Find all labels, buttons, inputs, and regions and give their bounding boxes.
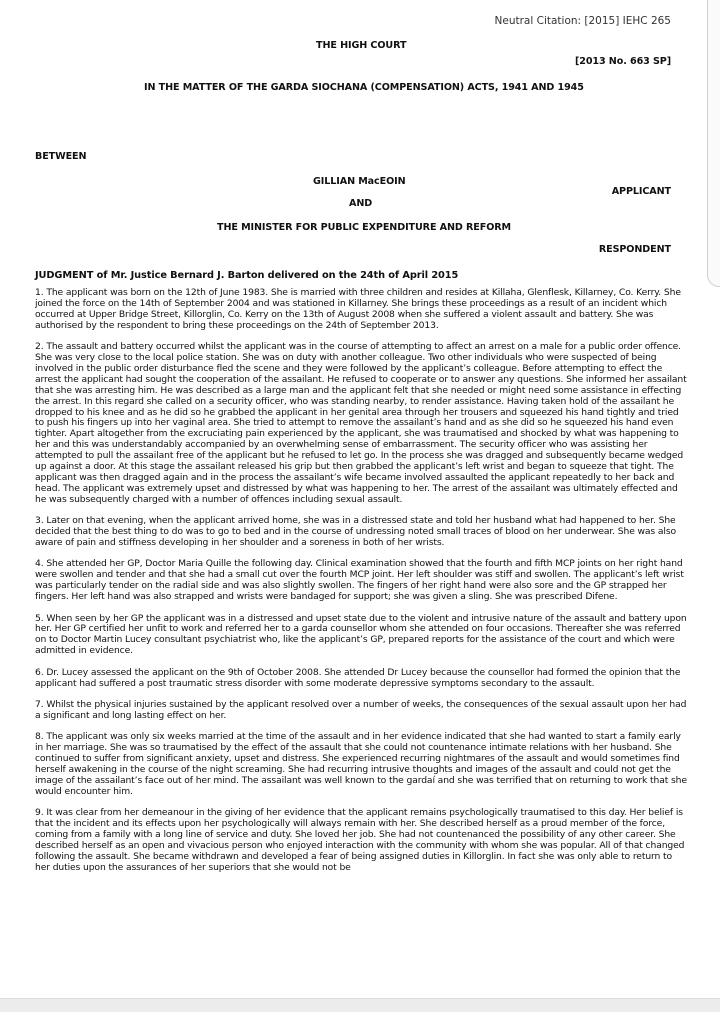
applicant-name: GILLIAN MacEOIN: [313, 176, 406, 187]
and-label: AND: [349, 198, 373, 209]
respondent-role: RESPONDENT: [598, 244, 671, 255]
paragraph: 2. The assault and battery occurred whilst the applicant was in the course of attempting to affect an arrest on a male for a public order offence. She was very close to the local police station. She was on duty with another colleague. Two other individuals who were suspected of being involved in the public order disturbance fled the scene and they were followed by the applicant’s colleague. Before attempting to effect the arrest the applicant had sought the cooperation of the assailant. He refused to cooperate or to answer any questions. She informed her assailant that she was arresting him. He was described as a large man and the applicant felt that she needed or might need some assistance in effecting the arrest. In this regard she called on a security officer, who was standing nearby, to render assistance. Having taken hold of the assailant he dropped to his knee and as he did so he grabbed the applicant in her genital area through her trousers and squeezed his hand tightly and tried to push his fingers up into her vaginal area. She tried to attempt to remove the assailant’s hand and as she did so he squeezed his hand even tighter. Apart altogether from the excruciating pain experienced by the applicant, she was traumatised and shocked by what was happening to her and this was understandably accompanied by an overwhelming sense of embarrassment. The security officer who was assisting her attempted to pull the assailant free of the applicant but he refused to let go. In the process she was dragged and subsequently became wedged up against a door. At this stage the assailant released his grip but then grabbed the applicant’s left wrist and began to squeeze that tight. The applicant was then dragged again and in the process the assailant’s wife became involved assaulted the applicant repeatedly to her back and head. The applicant was extremely upset and distressed by what was happening to her. The arrest of the assailant was ultimately effected and he was subsequently charged with a number of offences including sexual assault.: [35, 341, 687, 505]
scroll-handle[interactable]: [707, 0, 720, 287]
paragraph: 6. Dr. Lucey assessed the applicant on the 9th of October 2008. She attended Dr Lucey because the counsellor had formed the opinion that the applicant had suffered a post traumatic stress disorder with some moderate depressive symptoms secondary to the assault.: [35, 666, 681, 689]
judgment-body: [35, 288, 687, 884]
matter-title: IN THE MATTER OF THE GARDA SIOCHANA (COMPENSATION) ACTS, 1941 AND 1945: [144, 82, 584, 93]
paragraph: 7. Whilst the physical injuries sustained by the applicant resolved over a number of weeks, the consequences of the sexual assault upon her had a significant and long lasting effect on her.: [35, 699, 687, 721]
between-label: BETWEEN: [35, 151, 87, 162]
neutral-citation: Neutral Citation: [2015] IEHC 265: [494, 15, 671, 27]
court-title: THE HIGH COURT: [316, 40, 407, 51]
paragraph: 4. She attended her GP, Doctor Maria Quille the following day. Clinical examination showed that the fourth and fifth MCP joints on her right hand were swollen and tender and that she had a small cut over the fourth MCP joint. Her left shoulder was stiff and swollen. The applicant’s left wrist was particularly tender on the radial side and was also slightly swollen. The fingers of her right hand were also sore and the GP strapped her fingers. Her left hand was also strapped and wrists were bandaged for support; she was given a sling. She was prescribed Difene.: [35, 558, 684, 603]
paragraph: 1. The applicant was born on the 12th of June 1983. She is married with three children and resides at Killaha, Glenflesk, Killarney, Co. Kerry. She joined the force on the 14th of September 2004 and was stationed in Killarney. She brings these proceedings as a result of an incident which occurred at Upper Bridge Street, Killorglin, Co. Kerry on the 13th of August 2008 when she suffered a violent assault and battery. She was authorised by the respondent to bring these proceedings on the 24th of September 2013.: [35, 287, 681, 331]
paragraph: 5. When seen by her GP the applicant was in a distressed and upset state due to the violent and intrusive nature of the assault and battery upon her. Her GP certified her unfit to work and referred her to a garda counsellor whom she attended on four occasions. Thereafter she was referred on to Doctor Martin Lucey consultant psychiatrist who, like the applicant’s GP, prepared reports for the assistance of the court and which were admitted in evidence.: [35, 612, 687, 657]
judgment-heading: JUDGMENT of Mr. Justice Bernard J. Barton delivered on the 24th of April 2015: [35, 270, 459, 281]
paragraph: 3. Later on that evening, when the applicant arrived home, she was in a distressed state and told her husband what had happened to her. She decided that the best thing to do was to go to bed and in the course of undressing noted small traces of blood on her underwear. She was also aware of pain and stiffness developing in her shoulder and a soreness in both of her wrists.: [35, 515, 677, 549]
record-number: [2013 No. 663 SP]: [574, 56, 671, 67]
respondent-name: THE MINISTER FOR PUBLIC EXPENDITURE AND REFORM: [217, 222, 512, 233]
paragraph: 9. It was clear from her demeanour in the giving of her evidence that the applicant remains psychologically traumatised to this day. Her belief is that the incident and its effects upon her psychologically will always remain with her. She described herself as a proud member of the force, coming from a family with a long line of service and duty. She loved her job. She had not countenanced the possibility of any other career. She described herself as an open and vivacious person who enjoyed interaction with the community with whom she was popular. All of that changed following the assault. She became withdrawn and developed a fear of being assigned duties in Killorglin. In fact she was only able to return to her duties upon the assurances of her superiors that she would not be: [35, 807, 685, 873]
bottom-bar: [0, 998, 720, 1012]
applicant-role: APPLICANT: [611, 186, 671, 197]
paragraph: 8. The applicant was only six weeks married at the time of the assault and in her evidence indicated that she had wanted to start a family early in her marriage. She was so traumatised by the effect of the assault that she could not countenance intimate relations with her husband. She continued to suffer from significant anxiety, upset and distress. She experienced recurring nightmares of the assault and would sometimes find herself awakening in the course of the night screaming. She had recurring intrusive thoughts and images of the assault and could not get the image of the assailant’s face out of her mind. The assailant was well known to the gardaí and she was terrified that on returning to work that she would encounter him.: [35, 731, 687, 797]
